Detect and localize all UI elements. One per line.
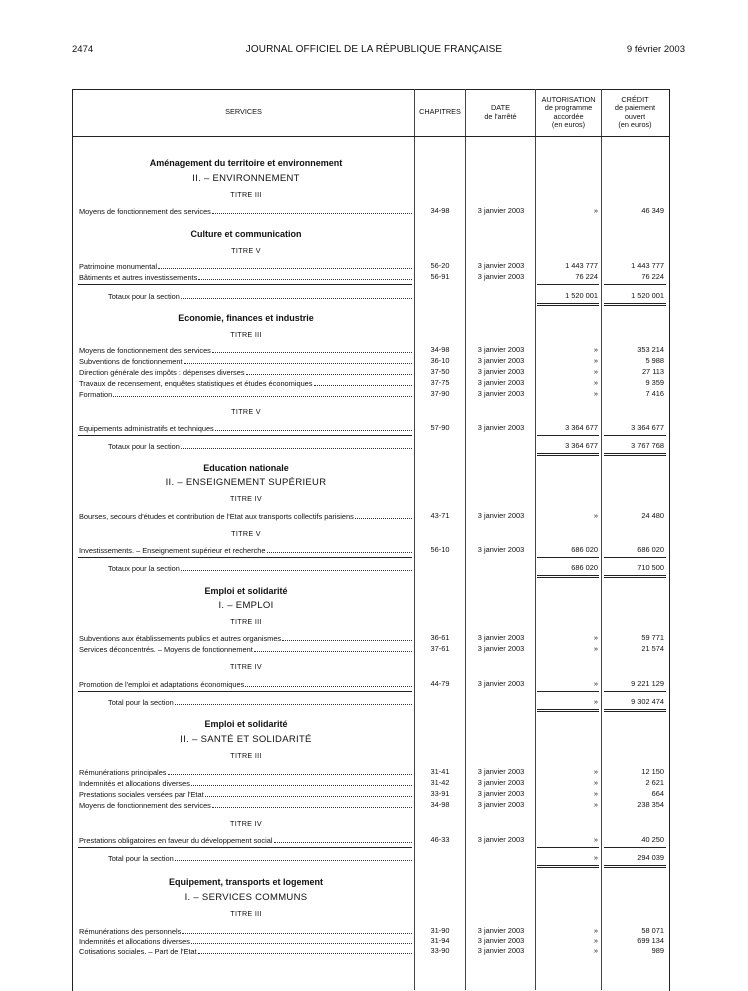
row-label-text: Total pour la section (108, 854, 174, 863)
sum-rule (537, 709, 599, 710)
sum-rule (604, 284, 666, 285)
row-date: 3 janvier 2003 (477, 356, 525, 365)
row-label (79, 389, 412, 399)
section-title: Culture et communication (190, 229, 302, 239)
row-autorisation: » (593, 800, 598, 809)
row-chapitre: 31-42 (430, 778, 450, 787)
row-credit: 664 (651, 789, 664, 798)
leader-dots (175, 697, 412, 705)
row-credit: 24 480 (641, 511, 664, 520)
table-row (0, 767, 748, 778)
row-autorisation: » (593, 835, 598, 844)
table-row-total (0, 291, 748, 302)
titre-heading: TITRE III (230, 909, 262, 918)
row-credit: 9 359 (645, 378, 664, 387)
row-credit: 7 416 (645, 389, 664, 398)
leader-dots (215, 423, 412, 431)
row-rule (78, 284, 412, 285)
row-label-text: Rémunérations des personnels (79, 927, 182, 936)
row-credit: 21 574 (641, 644, 664, 653)
row-label (79, 926, 412, 936)
leader-dots (212, 800, 412, 808)
sum-rule (604, 575, 666, 576)
row-date: 3 janvier 2003 (477, 545, 525, 554)
sum-rule (604, 305, 666, 306)
row-label-text: Indemnités et allocations diverses (79, 779, 190, 788)
row-credit: 1 520 001 (631, 291, 664, 300)
row-chapitre: 34-98 (430, 206, 450, 215)
table-row (0, 545, 748, 556)
row-label-text: Patrimoine monumental (79, 262, 158, 271)
row-credit: 40 250 (641, 835, 664, 844)
row-label (79, 936, 412, 946)
row-label (108, 291, 412, 301)
row-credit: 46 349 (641, 206, 664, 215)
row-label-text: Indemnités et allocations diverses (79, 937, 190, 946)
table-row-total (0, 697, 748, 708)
row-chapitre: 43-71 (430, 511, 450, 520)
titre-heading: TITRE III (230, 617, 262, 626)
row-label (79, 356, 412, 366)
row-autorisation: » (593, 778, 598, 787)
row-chapitre: 31-94 (430, 936, 450, 945)
table-row (0, 946, 748, 957)
titre-heading: TITRE V (231, 407, 261, 416)
row-chapitre: 36-10 (430, 356, 450, 365)
row-chapitre: 37-75 (430, 378, 450, 387)
row-autorisation: 686 020 (571, 563, 598, 572)
row-credit: 989 (651, 946, 664, 955)
sum-rule (604, 577, 666, 578)
row-credit: 76 224 (641, 272, 664, 281)
row-autorisation: » (593, 633, 598, 642)
table-row-total (0, 563, 748, 574)
titre-heading: TITRE III (230, 190, 262, 199)
row-chapitre: 56-20 (430, 261, 450, 270)
leader-dots (267, 545, 412, 553)
section-subtitle: I. – EMPLOI (218, 600, 274, 611)
row-credit: 27 113 (641, 367, 664, 376)
table-row (0, 261, 748, 272)
section-title: Emploi et solidarité (204, 586, 288, 596)
row-date: 3 janvier 2003 (477, 389, 525, 398)
row-label-text: Moyens de fonctionnement des services (79, 207, 211, 216)
leader-dots (184, 356, 412, 364)
titre-heading: TITRE IV (230, 494, 262, 503)
row-date: 3 janvier 2003 (477, 423, 525, 432)
titre-heading: TITRE III (230, 330, 262, 339)
sum-rule (604, 455, 666, 456)
col-header-chapitres: CHAPITRES (419, 107, 461, 117)
table-row (0, 789, 748, 800)
section-subtitle: II. – ENSEIGNEMENT SUPÉRIEUR (165, 477, 327, 488)
section-title: Economie, finances et industrie (178, 313, 314, 323)
row-autorisation: » (593, 356, 598, 365)
titre-heading: TITRE V (231, 529, 261, 538)
table-row (0, 345, 748, 356)
table-row-total (0, 853, 748, 864)
sum-rule (537, 435, 599, 436)
row-date: 3 janvier 2003 (477, 644, 525, 653)
row-credit: 2 621 (645, 778, 664, 787)
leader-dots (245, 679, 412, 687)
sum-rule (537, 455, 599, 456)
row-chapitre: 37-61 (430, 644, 450, 653)
row-autorisation: » (593, 926, 598, 935)
row-autorisation: » (593, 206, 598, 215)
sum-rule (537, 453, 599, 454)
row-label-text: Prestations obligatoires en faveur du développement social (79, 836, 273, 845)
row-label-text: Bourses, secours d'études et contribution de l'Etat aux transports collectifs parisiens (79, 512, 354, 521)
row-label (108, 697, 412, 707)
row-autorisation: 3 364 677 (565, 441, 598, 450)
titre-heading: TITRE IV (230, 662, 262, 671)
row-autorisation: 1 520 001 (565, 291, 598, 300)
table-row (0, 633, 748, 644)
row-autorisation: » (593, 511, 598, 520)
row-date: 3 janvier 2003 (477, 367, 525, 376)
row-chapitre: 36-61 (430, 633, 450, 642)
row-rule (78, 847, 412, 848)
sum-rule (604, 435, 666, 436)
leader-dots (205, 789, 412, 797)
row-date: 3 janvier 2003 (477, 511, 525, 520)
leader-dots (355, 511, 412, 519)
leader-dots (198, 272, 412, 280)
row-label-text: Bâtiments et autres investissements (79, 273, 198, 282)
row-chapitre: 33-91 (430, 789, 450, 798)
col-header-services: SERVICES (225, 107, 262, 117)
row-credit: 5 988 (645, 356, 664, 365)
leader-dots (274, 835, 412, 843)
row-label-text: Subventions de fonctionnement (79, 357, 183, 366)
row-date: 3 janvier 2003 (477, 936, 525, 945)
row-autorisation: 686 020 (571, 545, 598, 554)
sum-rule (604, 303, 666, 304)
table-row (0, 679, 748, 690)
table-row (0, 511, 748, 522)
row-autorisation: » (593, 367, 598, 376)
row-autorisation: 3 364 677 (565, 423, 598, 432)
row-label-text: Prestations sociales versées par l'Etat (79, 790, 204, 799)
sum-rule (537, 865, 599, 866)
leader-dots (212, 345, 412, 353)
sum-rule (537, 867, 599, 868)
table-row (0, 835, 748, 846)
journal-title: JOURNAL OFFICIEL DE LA RÉPUBLIQUE FRANÇAISE (245, 44, 503, 55)
row-label-text: Cotisations sociales. – Part de l'Etat (79, 947, 197, 956)
page-number: 2474 (72, 44, 94, 55)
sum-rule (604, 557, 666, 558)
row-date: 3 janvier 2003 (477, 946, 525, 955)
row-label-text: Totaux pour la section (108, 442, 180, 451)
table-row (0, 800, 748, 811)
sum-rule (537, 847, 599, 848)
titre-heading: TITRE V (231, 246, 261, 255)
row-rule (78, 435, 412, 436)
leader-dots (246, 367, 412, 375)
row-autorisation: » (593, 853, 598, 862)
row-label (79, 206, 412, 216)
row-autorisation: 1 443 777 (565, 261, 598, 270)
row-label (79, 423, 412, 433)
sum-rule (537, 711, 599, 712)
sum-rule (537, 557, 599, 558)
sum-rule (537, 305, 599, 306)
row-autorisation: » (593, 345, 598, 354)
row-credit: 686 020 (637, 545, 664, 554)
row-autorisation: » (593, 644, 598, 653)
titre-heading: TITRE III (230, 751, 262, 760)
row-date: 3 janvier 2003 (477, 261, 525, 270)
leader-dots (158, 261, 412, 269)
row-label (79, 511, 412, 521)
section-title: Education nationale (203, 463, 289, 473)
row-credit: 353 214 (637, 345, 664, 354)
issue-date: 9 février 2003 (626, 44, 685, 55)
row-label (108, 853, 412, 863)
row-label (79, 778, 412, 788)
row-date: 3 janvier 2003 (477, 272, 525, 281)
row-chapitre: 31-41 (430, 767, 450, 776)
row-rule (78, 691, 412, 692)
row-label-text: Totaux pour la section (108, 292, 180, 301)
row-label-text: Total pour la section (108, 698, 174, 707)
row-label-text: Direction générale des impôts : dépenses diverses (79, 368, 245, 377)
row-label (79, 679, 412, 689)
row-credit: 3 364 677 (631, 423, 664, 432)
row-label (79, 367, 412, 377)
row-credit: 59 771 (641, 633, 664, 642)
row-date: 3 janvier 2003 (477, 778, 525, 787)
row-label (79, 800, 412, 810)
leader-dots (113, 389, 412, 397)
table-row (0, 644, 748, 655)
table-row (0, 272, 748, 283)
leader-dots (198, 946, 412, 954)
row-chapitre: 31-90 (430, 926, 450, 935)
section-subtitle: I. – SERVICES COMMUNS (184, 892, 308, 903)
table-row (0, 389, 748, 400)
row-credit: 699 134 (637, 936, 664, 945)
row-label-text: Equipements administratifs et techniques (79, 424, 214, 433)
row-credit: 3 767 768 (631, 441, 664, 450)
row-date: 3 janvier 2003 (477, 800, 525, 809)
row-autorisation: » (593, 389, 598, 398)
titre-heading: TITRE IV (230, 819, 262, 828)
sum-rule (604, 865, 666, 866)
leader-dots (181, 563, 412, 571)
row-chapitre: 34-98 (430, 800, 450, 809)
row-label (79, 261, 412, 271)
row-autorisation: » (593, 378, 598, 387)
row-date: 3 janvier 2003 (477, 767, 525, 776)
leader-dots (191, 936, 412, 944)
sum-rule (537, 284, 599, 285)
col-header-autorisation: AUTORISATION de programme accordée (en euros) (541, 95, 596, 129)
row-label-text: Rémunérations principales (79, 768, 167, 777)
section-title: Equipement, transports et logement (168, 877, 324, 887)
sum-rule (604, 847, 666, 848)
row-label (79, 378, 412, 388)
row-chapitre: 56-91 (430, 272, 450, 281)
row-chapitre: 33-90 (430, 946, 450, 955)
sum-rule (604, 453, 666, 454)
sum-rule (537, 303, 599, 304)
row-label-text: Promotion de l'emploi et adaptations économiques (79, 680, 245, 689)
table-row (0, 423, 748, 434)
sum-rule (537, 575, 599, 576)
row-chapitre: 56-10 (430, 545, 450, 554)
row-autorisation: 76 224 (575, 272, 598, 281)
row-chapitre: 46-33 (430, 835, 450, 844)
table-row-total (0, 441, 748, 452)
row-credit: 9 221 129 (631, 679, 664, 688)
row-autorisation: » (593, 767, 598, 776)
row-label-text: Subventions aux établissements publics et autres organismes (79, 634, 282, 643)
row-autorisation: » (593, 936, 598, 945)
row-credit: 710 500 (637, 563, 664, 572)
leader-dots (181, 291, 412, 299)
row-date: 3 janvier 2003 (477, 926, 525, 935)
row-autorisation: » (593, 679, 598, 688)
col-header-credit: CRÉDIT de paiement ouvert (en euros) (614, 95, 656, 129)
row-date: 3 janvier 2003 (477, 679, 525, 688)
leader-dots (182, 926, 412, 934)
row-chapitre: 57-90 (430, 423, 450, 432)
section-subtitle: II. – ENVIRONNEMENT (192, 173, 300, 184)
row-chapitre: 37-90 (430, 389, 450, 398)
table-row (0, 367, 748, 378)
row-label (79, 272, 412, 282)
row-label (79, 835, 412, 845)
row-chapitre: 34-98 (430, 345, 450, 354)
row-label-text: Services déconcentrés. – Moyens de fonctionnement (79, 645, 253, 654)
sum-rule (604, 711, 666, 712)
sum-rule (604, 709, 666, 710)
leader-dots (191, 778, 412, 786)
header-rule (72, 136, 670, 137)
row-label-text: Formation (79, 390, 113, 399)
row-credit: 58 071 (641, 926, 664, 935)
row-date: 3 janvier 2003 (477, 378, 525, 387)
section-title: Emploi et solidarité (204, 719, 288, 729)
row-label-text: Totaux pour la section (108, 564, 180, 573)
row-date: 3 janvier 2003 (477, 789, 525, 798)
leader-dots (212, 206, 412, 214)
section-title: Aménagement du territoire et environnement (149, 158, 343, 168)
row-label (79, 946, 412, 956)
row-label (79, 633, 412, 643)
row-label (79, 767, 412, 777)
row-credit: 238 354 (637, 800, 664, 809)
row-label (108, 563, 412, 573)
row-autorisation: » (593, 789, 598, 798)
row-rule (78, 557, 412, 558)
row-label (79, 789, 412, 799)
row-label-text: Moyens de fonctionnement des services (79, 346, 211, 355)
row-label (79, 644, 412, 654)
col-header-date: DATE de l'arrêté (484, 103, 517, 121)
row-label (79, 345, 412, 355)
row-date: 3 janvier 2003 (477, 835, 525, 844)
row-chapitre: 37-50 (430, 367, 450, 376)
row-date: 3 janvier 2003 (477, 345, 525, 354)
row-autorisation: » (593, 697, 598, 706)
row-date: 3 janvier 2003 (477, 633, 525, 642)
row-label (108, 441, 412, 451)
table-row (0, 378, 748, 389)
row-label-text: Travaux de recensement, enquêtes statistiques et études économiques (79, 379, 313, 388)
table-row (0, 778, 748, 789)
row-label-text: Investissements. – Enseignement supérieur et recherche (79, 546, 266, 555)
leader-dots (254, 644, 412, 652)
sum-rule (537, 691, 599, 692)
table-row (0, 206, 748, 217)
row-credit: 9 302 474 (631, 697, 664, 706)
sum-rule (537, 577, 599, 578)
leader-dots (314, 378, 413, 386)
leader-dots (181, 441, 412, 449)
table-row (0, 356, 748, 367)
row-date: 3 janvier 2003 (477, 206, 525, 215)
leader-dots (168, 767, 412, 775)
section-subtitle: II. – SANTÉ ET SOLIDARITÉ (180, 734, 312, 745)
row-label (79, 545, 412, 555)
sum-rule (604, 867, 666, 868)
row-chapitre: 44-79 (430, 679, 450, 688)
row-credit: 12 150 (641, 767, 664, 776)
leader-dots (175, 853, 412, 861)
sum-rule (604, 691, 666, 692)
leader-dots (282, 633, 412, 641)
row-credit: 1 443 777 (631, 261, 664, 270)
row-autorisation: » (593, 946, 598, 955)
row-credit: 294 039 (637, 853, 664, 862)
row-label-text: Moyens de fonctionnement des services (79, 801, 211, 810)
